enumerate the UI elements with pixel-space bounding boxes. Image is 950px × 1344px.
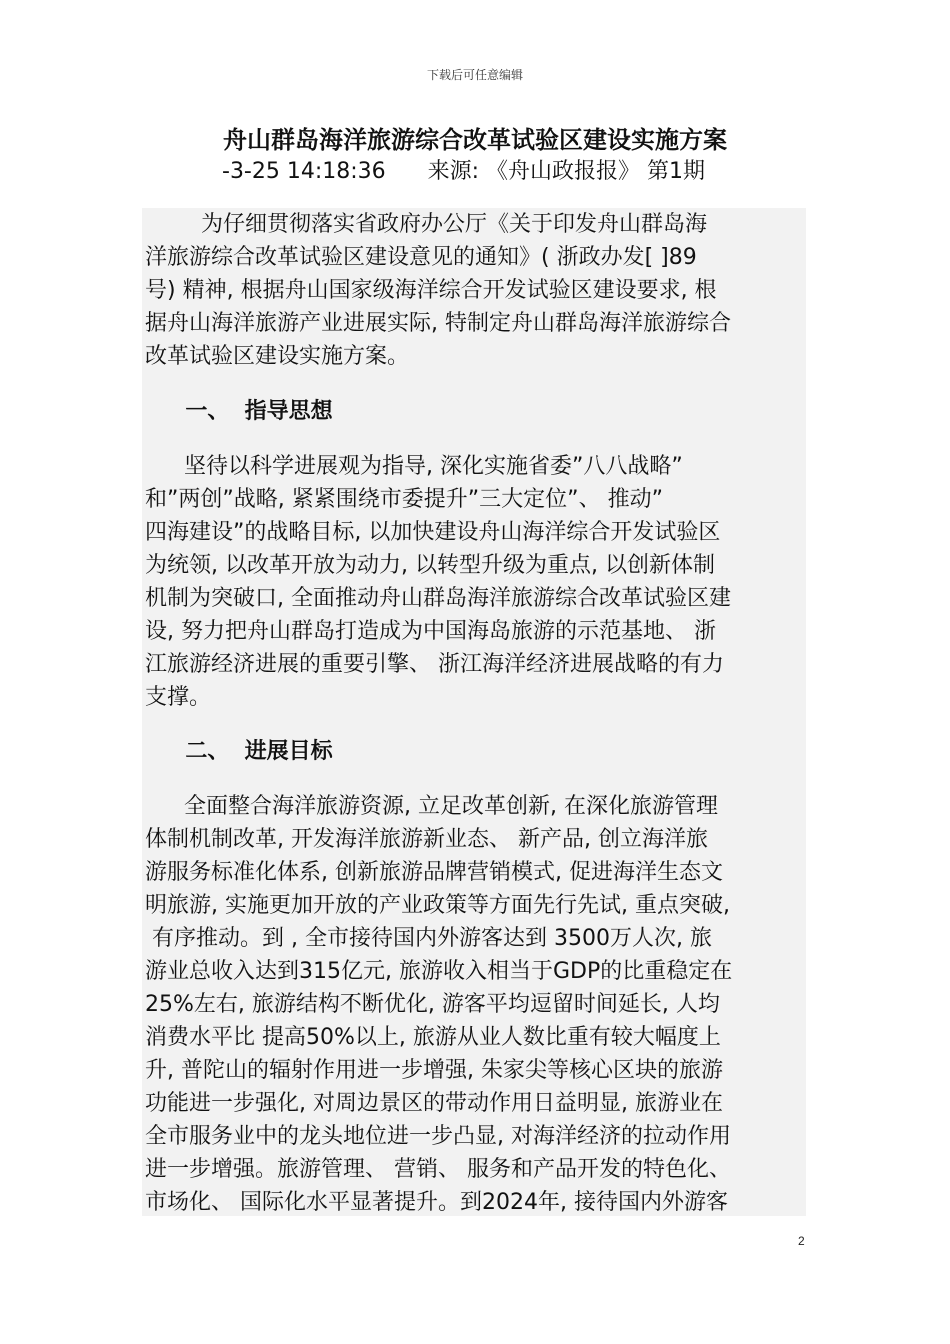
meta-line: -3-25 14:18:36 来源: 《舟山政报报》 第1期 bbox=[222, 159, 706, 184]
paragraph-line: 游业总收入达到315亿元, 旅游收入相当于GDP的比重稳定在 bbox=[145, 959, 733, 984]
paragraph-line: 消费水平比 提高50%以上, 旅游从业人数比重有较大幅度上 bbox=[145, 1025, 721, 1050]
intro-line: 为仔细贯彻落实省政府办公厅《关于印发舟山群岛海 bbox=[145, 212, 707, 237]
paragraph-line: 明旅游, 实施更加开放的产业政策等方面先行先试, 重点突破, bbox=[145, 893, 730, 918]
paragraph-line: 游服务标准化体系, 创新旅游品牌营销模式, 促进海洋生态文 bbox=[145, 860, 723, 885]
paragraph-line: 机制为突破口, 全面推动舟山群岛海洋旅游综合改革试验区建 bbox=[145, 586, 731, 611]
paragraph-line: 和”两创”战略, 紧紧围绕市委提升”三大定位”、 推动” bbox=[145, 487, 663, 512]
paragraph-line: 支撑。 bbox=[145, 685, 212, 710]
page-number: 2 bbox=[798, 1234, 805, 1248]
intro-line: 据舟山海洋旅游产业进展实际, 特制定舟山群岛海洋旅游综合 bbox=[145, 311, 731, 336]
paragraph-line: 25%左右, 旅游结构不断优化, 游客平均逗留时间延长, 人均 bbox=[145, 992, 720, 1017]
section-heading: 二、 进展目标 bbox=[170, 739, 333, 764]
paragraph-line: 为统领, 以改革开放为动力, 以转型升级为重点, 以创新体制 bbox=[145, 553, 715, 578]
section-heading: 一、 指导思想 bbox=[170, 399, 333, 424]
paragraph-line: 功能进一步强化, 对周边景区的带动作用日益明显, 旅游业在 bbox=[145, 1091, 723, 1116]
paragraph-line: 有序推动。到 , 全市接待国内外游客达到 3500万人次, 旅 bbox=[145, 926, 712, 951]
intro-line: 号) 精神, 根据舟山国家级海洋综合开发试验区建设要求, 根 bbox=[145, 278, 717, 303]
paragraph-line: 市场化、 国际化水平显著提升。到2024年, 接待国内外游客 bbox=[145, 1190, 728, 1215]
paragraph-line: 四海建设”的战略目标, 以加快建设舟山海洋综合开发试验区 bbox=[145, 520, 721, 545]
paragraph-line: 升, 普陀山的辐射作用进一步增强, 朱家尖等核心区块的旅游 bbox=[145, 1058, 723, 1083]
intro-line: 洋旅游综合改革试验区建设意见的通知》( 浙政办发[ ]89 bbox=[145, 245, 697, 270]
paragraph-line: 江旅游经济进展的重要引擎、 浙江海洋经济进展战略的有力 bbox=[145, 652, 724, 677]
intro-line: 改革试验区建设实施方案。 bbox=[145, 344, 410, 369]
paragraph-line: 设, 努力把舟山群岛打造成为中国海岛旅游的示范基地、 浙 bbox=[145, 619, 716, 644]
paragraph-line: 体制机制改革, 开发海洋旅游新业态、 新产品, 创立海洋旅 bbox=[145, 827, 708, 852]
paragraph-line: 进一步增强。旅游管理、 营销、 服务和产品开发的特色化、 bbox=[145, 1157, 731, 1182]
document-title: 舟山群岛海洋旅游综合改革试验区建设实施方案 bbox=[223, 126, 727, 154]
paragraph-line: 全市服务业中的龙头地位进一步凸显, 对海洋经济的拉动作用 bbox=[145, 1124, 731, 1149]
page-header: 下载后可任意编辑 bbox=[426, 68, 523, 82]
paragraph-line: 全面整合海洋旅游资源, 立足改革创新, 在深化旅游管理 bbox=[170, 794, 718, 819]
paragraph-line: 坚待以科学进展观为指导, 深化实施省委”八八战略” bbox=[170, 454, 683, 479]
